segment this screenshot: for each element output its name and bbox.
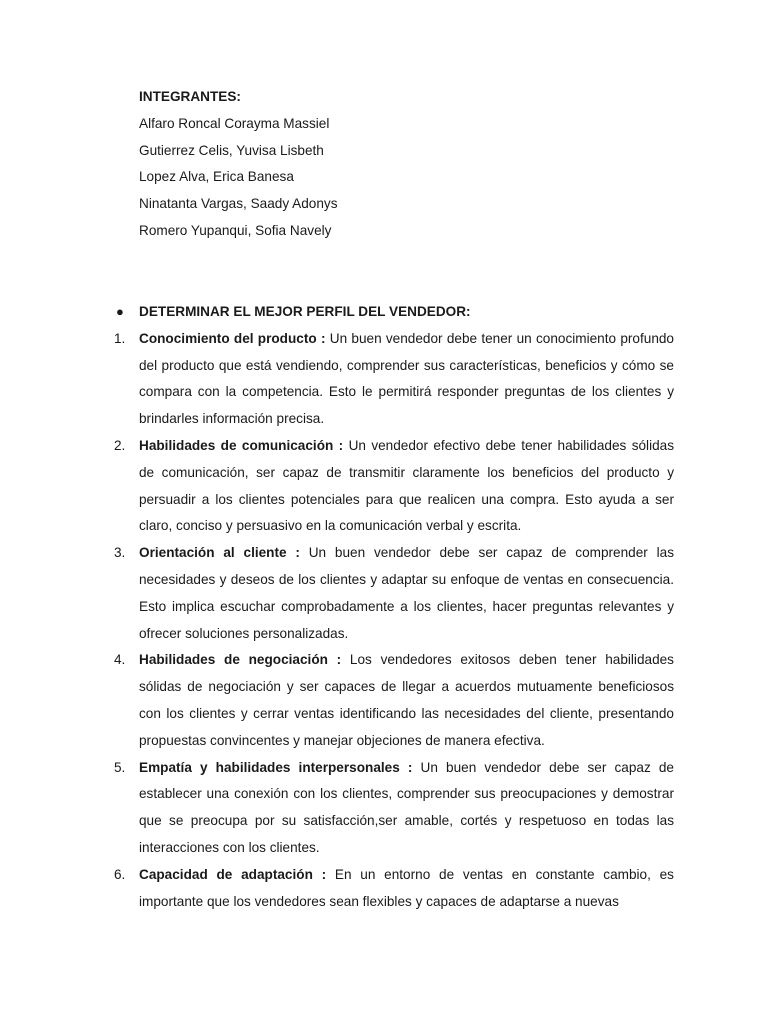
item-paragraph bbox=[139, 647, 674, 754]
member-name: Lopez Alva, Erica Banesa bbox=[139, 169, 294, 185]
item-number: 3. bbox=[114, 545, 126, 561]
item-term: Habilidades de comunicación : bbox=[139, 437, 344, 453]
item-number: 1. bbox=[114, 330, 126, 346]
item-paragraph bbox=[139, 755, 674, 862]
members-block bbox=[139, 86, 679, 247]
item-number: 4. bbox=[114, 652, 126, 668]
item-text: Un buen vendedor debe tener un conocimiento profundo del producto que está vendiendo, comprender sus características, beneficios y cómo se compara con la competencia. Esto le permitirá responder preguntas de los clientes y brindarles información precisa. bbox=[139, 330, 674, 427]
item-paragraph bbox=[139, 862, 674, 916]
profile-list bbox=[0, 299, 768, 915]
item-number: 2. bbox=[114, 437, 126, 453]
list-item bbox=[0, 540, 768, 647]
item-text: En un entorno de ventas en constante cambio, es importante que los vendedores sean flexibles y capaces de adaptarse a nuevas bbox=[139, 866, 674, 909]
member-name: Romero Yupanqui, Sofia Navely bbox=[139, 222, 332, 238]
list-item bbox=[0, 862, 768, 916]
item-term: Habilidades de negociación : bbox=[139, 652, 342, 668]
item-term: Orientación al cliente : bbox=[139, 545, 300, 561]
list-item bbox=[0, 433, 768, 540]
members-heading: INTEGRANTES: bbox=[139, 89, 241, 104]
item-term: Capacidad de adaptación : bbox=[139, 866, 327, 882]
item-text: Un buen vendedor debe ser capaz de comprender las necesidades y deseos de los clientes y adaptar su enfoque de ventas en consecuencia. Esto implica escuchar comprobadamente a los clientes, hacer preguntas relevantes y ofrecer soluciones personalizadas. bbox=[139, 545, 674, 641]
item-text: Un buen vendedor debe ser capaz de establecer una conexión con los clientes, comprender sus preocupaciones y demostrar que se preocupa por su satisfacción,ser amable, cortés y respetuoso en todas las interacciones con los clientes. bbox=[139, 759, 674, 855]
item-paragraph bbox=[139, 433, 674, 540]
item-paragraph bbox=[139, 540, 674, 647]
list-item bbox=[0, 326, 768, 433]
item-paragraph bbox=[139, 326, 674, 433]
item-number: 6. bbox=[114, 866, 126, 882]
item-text: Un vendedor efectivo debe tener habilidades sólidas de comunicación, ser capaz de transmitir claramente los beneficios del producto y persuadir a los clientes potenciales para que realicen una compra. Esto ayuda a ser claro, conciso y persuasivo en la comunicación verbal y escrita. bbox=[139, 437, 675, 534]
item-number: 5. bbox=[114, 759, 126, 775]
list-item bbox=[0, 647, 768, 754]
item-term: Empatía y habilidades interpersonales : bbox=[139, 759, 413, 775]
member-name: Alfaro Roncal Corayma Massiel bbox=[139, 115, 330, 131]
section-title-item bbox=[0, 299, 768, 326]
member-name: Ninatanta Vargas, Saady Adonys bbox=[139, 196, 338, 212]
item-term: Conocimiento del producto : bbox=[139, 330, 326, 346]
item-text: Los vendedores exitosos deben tener habilidades sólidas de negociación y ser capaces de llegar a acuerdos mutuamente beneficiosos con los clientes y cerrar ventas identificando las necesidades del cliente, presentando propuestas convincentes y manejar objeciones de manera efectiva. bbox=[139, 652, 674, 748]
bullet-icon: ● bbox=[116, 304, 124, 319]
list-item bbox=[0, 755, 768, 862]
member-name: Gutierrez Celis, Yuvisa Lisbeth bbox=[139, 142, 324, 158]
section-title: DETERMINAR EL MEJOR PERFIL DEL VENDEDOR: bbox=[139, 304, 471, 319]
